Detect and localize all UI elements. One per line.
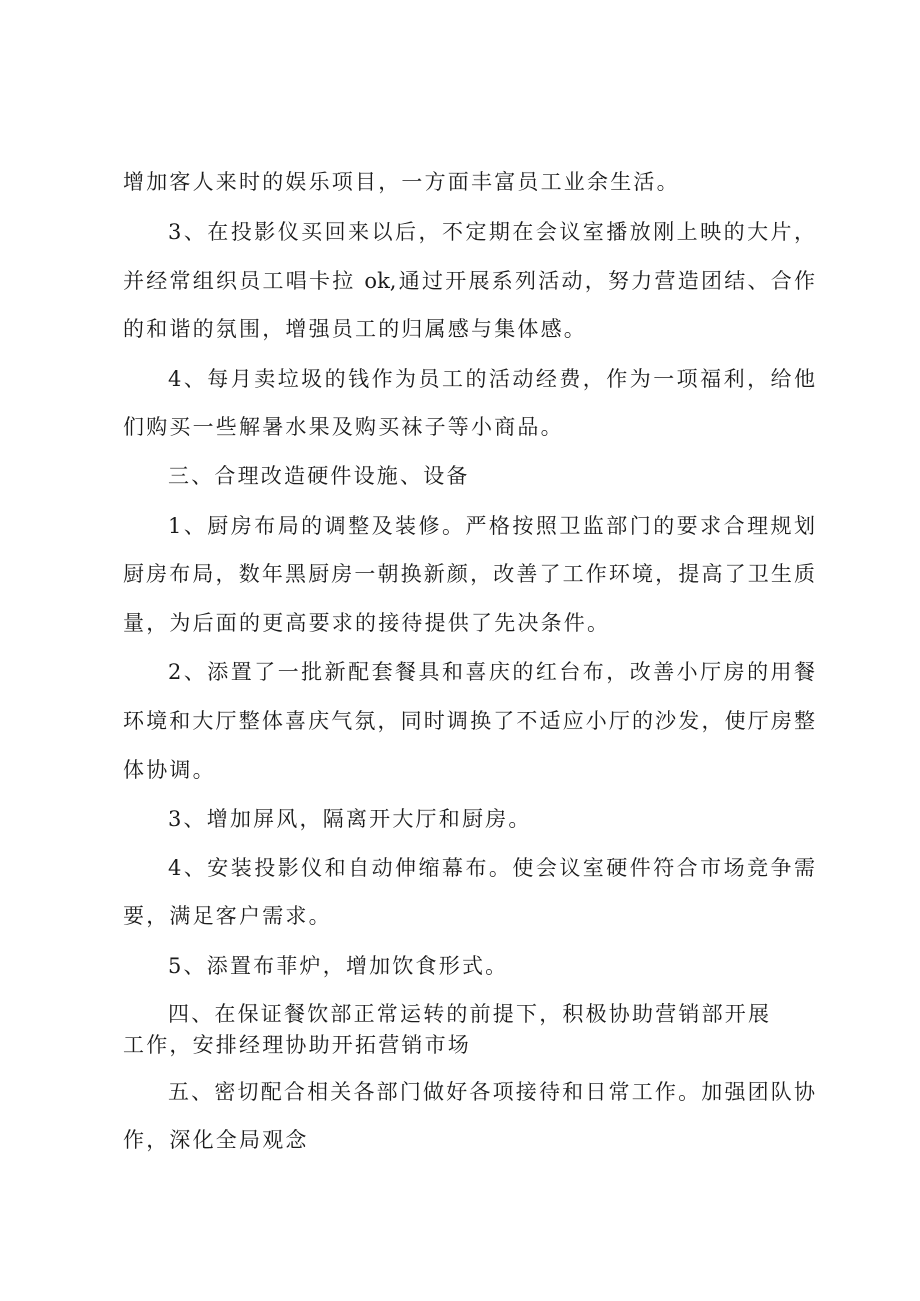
text-line: 厨房布局，数年黑厨房一朝换新颜，改善了工作环境，提高了卫生质 [123, 562, 815, 586]
text-line: 环境和大厅整体喜庆气氛，同时调换了不适应小厅的沙发，使厅房整 [123, 709, 815, 733]
text-line: 量，为后面的更高要求的接待提供了先决条件。 [123, 611, 611, 635]
section-heading: 作，深化全局观念 [123, 1128, 309, 1152]
text-line: 5、添置布菲炉，增加饮食形式。 [168, 954, 509, 978]
text-line: 体协调。 [123, 758, 216, 782]
section-heading: 四、在保证餐饮部正常运转的前提下，积极协助营销部开展 [168, 1002, 769, 1026]
text-line: 的和谐的氛围，增强员工的归属感与集体感。 [123, 317, 587, 341]
text-line: 并经常组织员工唱卡拉 ok,通过开展系列活动，努力营造团结、合作 [123, 269, 815, 293]
text-line: 2、添置了一批新配套餐具和喜庆的红台布，改善小厅房的用餐 [168, 660, 815, 684]
section-heading: 三、合理改造硬件设施、设备 [168, 464, 470, 488]
text-line: 3、在投影仪买回来以后，不定期在会议室播放刚上映的大片， [168, 220, 815, 244]
text-line: 4、每月卖垃圾的钱作为员工的活动经费，作为一项福利，给他 [168, 367, 815, 391]
text-line: 增加客人来时的娱乐项目，一方面丰富员工业余生活。 [123, 170, 680, 194]
text-line: 1、厨房布局的调整及装修。严格按照卫监部门的要求合理规划 [168, 514, 815, 538]
text-line: 要，满足客户需求。 [123, 904, 332, 928]
section-heading: 工作，安排经理协助开拓营销市场 [123, 1033, 471, 1057]
text-line: 3、增加屏风，隔离开大厅和厨房。 [168, 807, 532, 831]
section-heading: 五、密切配合相关各部门做好各项接待和日常工作。加强团队协 [168, 1080, 815, 1104]
text-line: 4、安装投影仪和自动伸缩幕布。使会议室硬件符合市场竞争需 [168, 856, 815, 880]
text-line: 们购买一些解暑水果及购买袜子等小商品。 [123, 415, 564, 439]
